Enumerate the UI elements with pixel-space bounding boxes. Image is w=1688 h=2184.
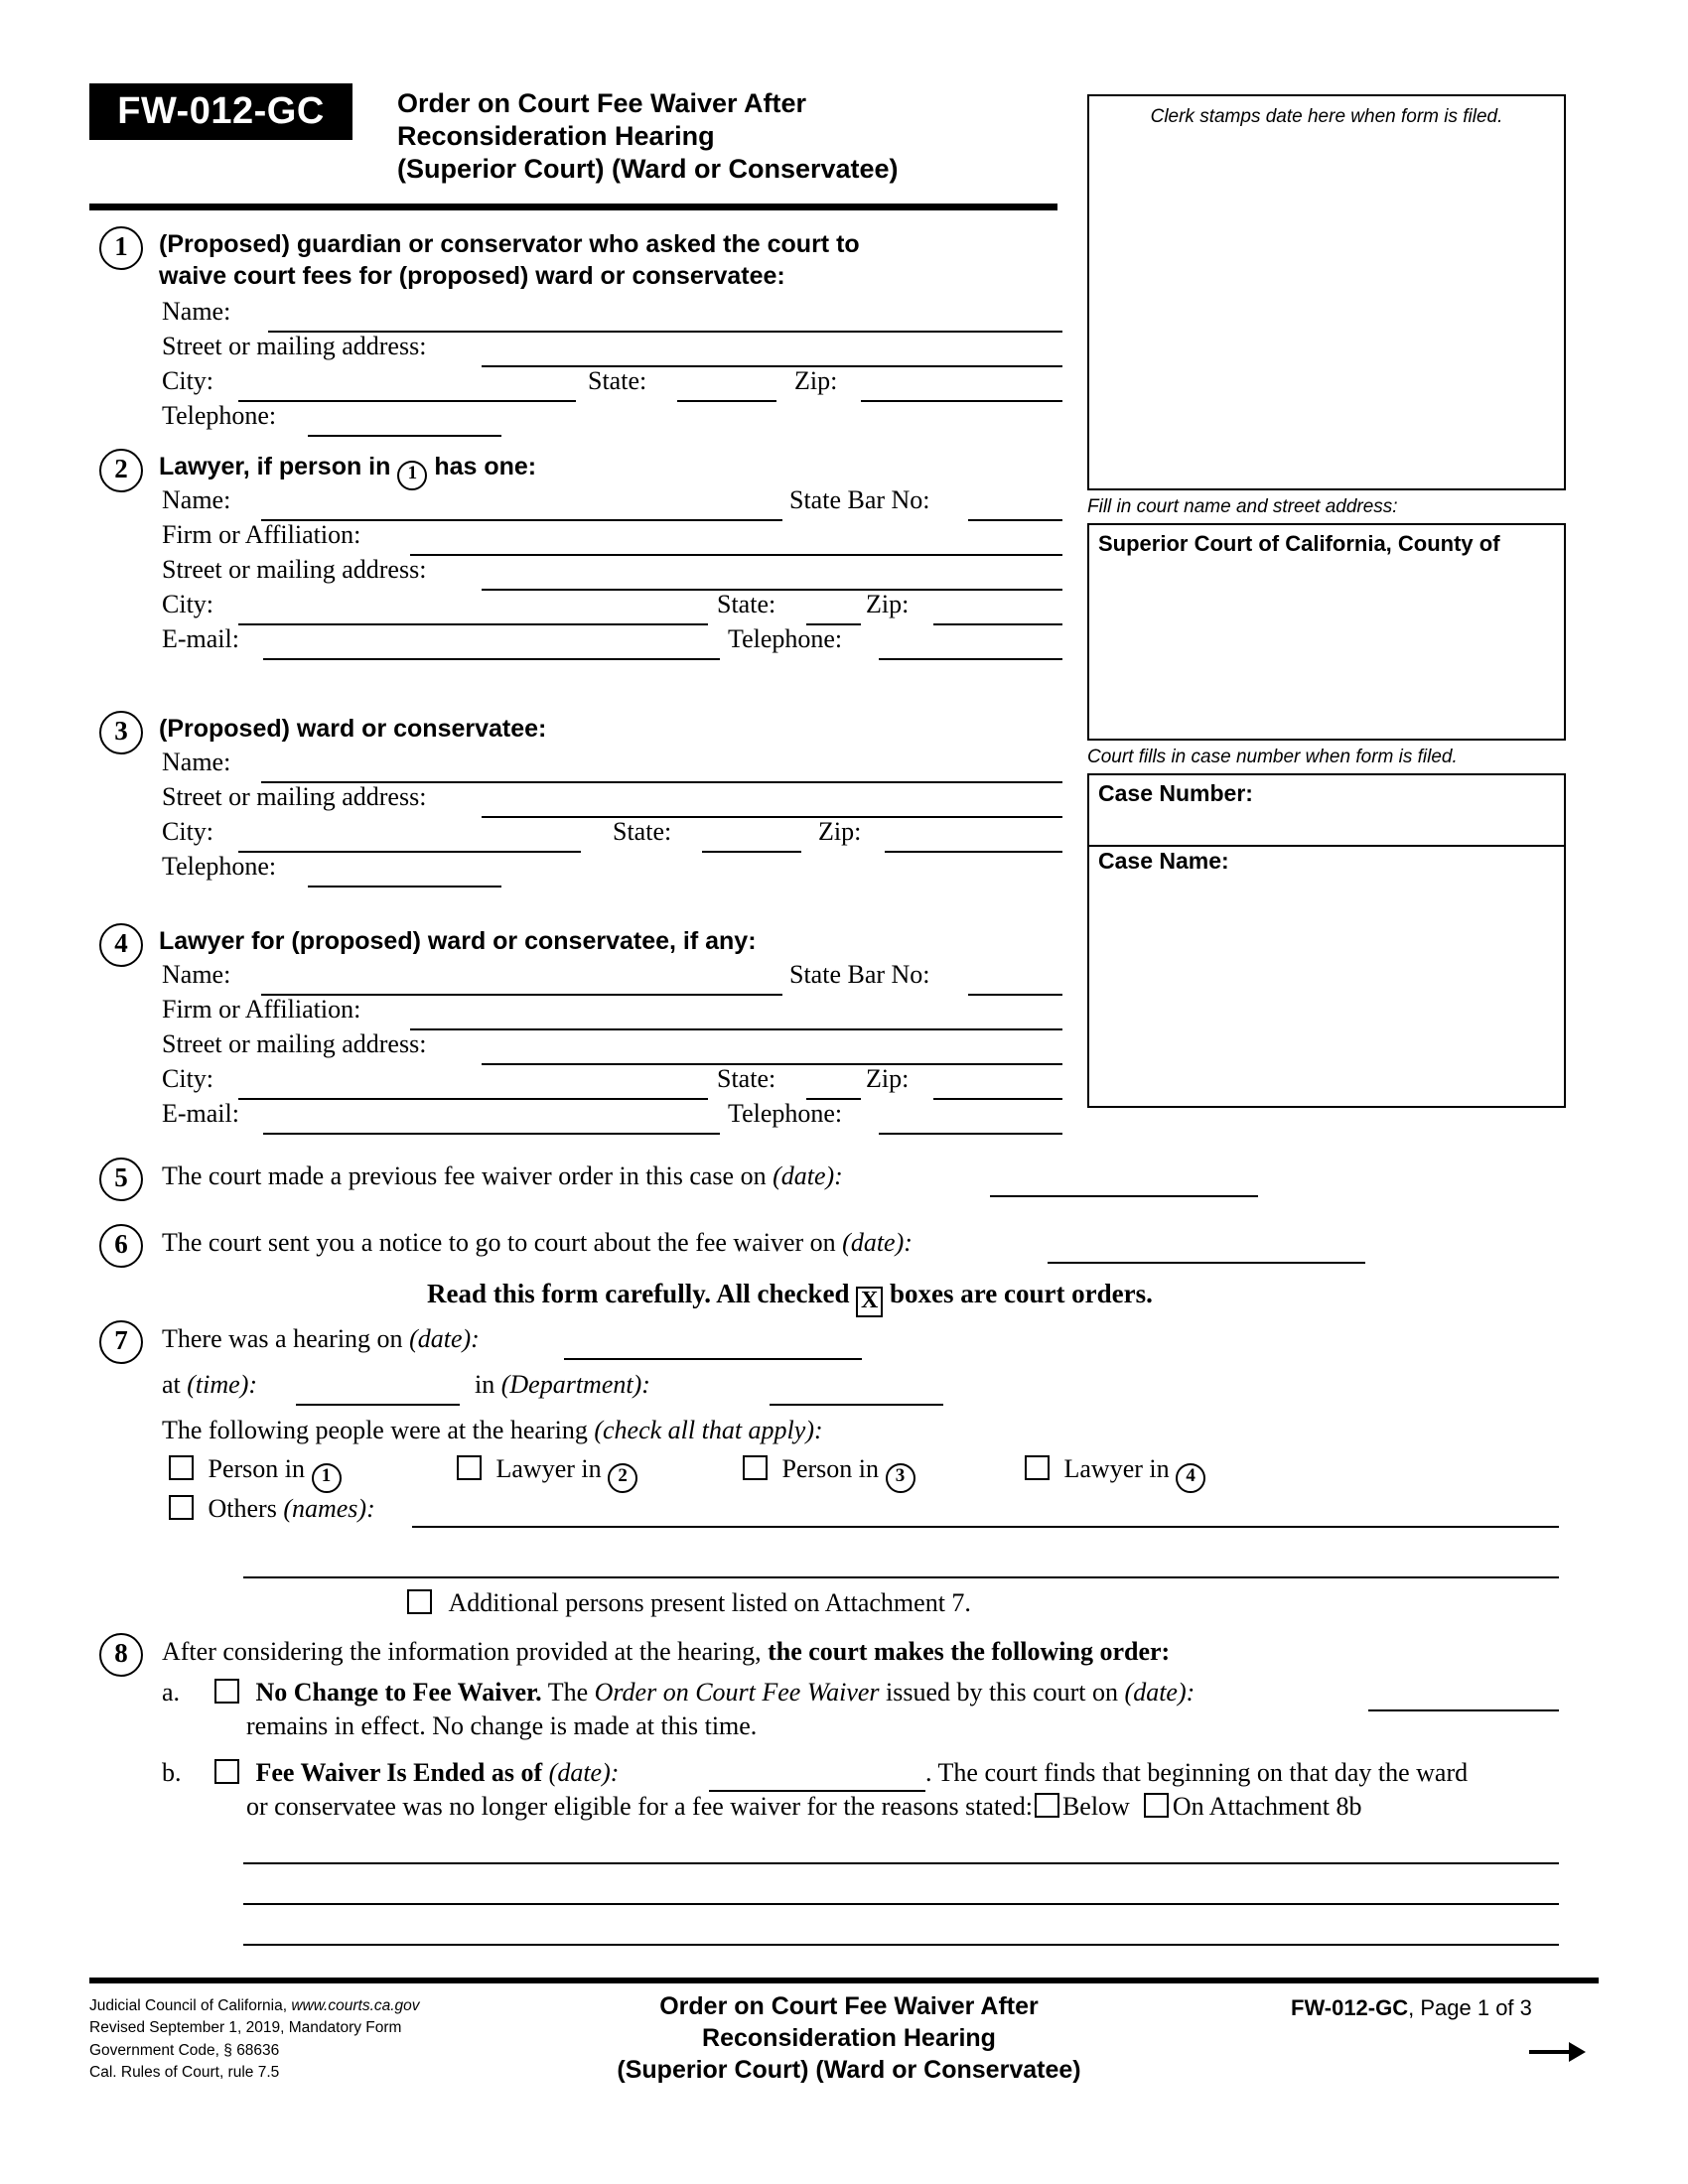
checkbox-others-icon[interactable] <box>169 1495 194 1520</box>
item-number-3: 3 <box>99 711 143 754</box>
item7-checkbox-lawyer-4[interactable] <box>1025 1454 1205 1493</box>
item1-heading-line-2: waive court fees for (proposed) ward or conservatee: <box>159 262 785 290</box>
case-number-label: Case Number: <box>1098 780 1253 806</box>
checkbox-reasons-attachment-icon[interactable] <box>1144 1793 1169 1818</box>
item3-street-input[interactable] <box>482 816 1062 818</box>
checkbox-reasons-below-icon[interactable] <box>1035 1793 1059 1818</box>
item2-email-input[interactable] <box>263 658 720 660</box>
checkbox-lawyer-4-icon[interactable] <box>1025 1455 1050 1480</box>
clerk-stamp-box <box>1087 94 1566 490</box>
item2-zip-label: Zip: <box>866 590 910 618</box>
footer-line-2: Revised September 1, 2019, Mandatory Form <box>89 2019 402 2037</box>
footer-website-url: www.courts.ca.gov <box>291 1997 420 2014</box>
item2-firm-label: Firm or Affiliation: <box>162 520 361 549</box>
item1-city-input[interactable] <box>238 400 576 402</box>
item3-telephone-label: Telephone: <box>162 852 277 881</box>
item4-name-label: Name: <box>162 960 231 989</box>
item8b-line-2 <box>246 1792 1361 1822</box>
item7-ref-circle-3: 3 <box>886 1463 915 1493</box>
item3-name-label: Name: <box>162 748 231 776</box>
footer-title-line-2: Reconsideration Hearing <box>702 2024 996 2052</box>
item8b-bold-label: Fee Waiver Is Ended as of <box>255 1758 543 1787</box>
item3-city-label: City: <box>162 817 214 846</box>
item2-heading-text-b: has one: <box>434 453 537 480</box>
case-name-box[interactable] <box>1087 843 1566 1108</box>
form-title-line-1: Order on Court Fee Waiver After <box>397 88 807 118</box>
item8-lead-text <box>162 1637 1170 1667</box>
item4-city-label: City: <box>162 1064 214 1093</box>
item7-others-input-1[interactable] <box>412 1526 1559 1528</box>
item2-bar-input[interactable] <box>968 519 1062 521</box>
item6-text <box>162 1228 913 1258</box>
footer-title-line-3: (Superior Court) (Ward or Conservatee) <box>617 2056 1081 2084</box>
item7-ref-circle-4: 4 <box>1176 1463 1205 1493</box>
footer-line-3: Government Code, § 68636 <box>89 2041 280 2059</box>
item8a-line-2: remains in effect. No change is made at this time. <box>246 1711 758 1740</box>
item1-telephone-input[interactable] <box>308 435 501 437</box>
item1-street-input[interactable] <box>482 365 1062 367</box>
item7-dept-hint: (Department): <box>500 1370 650 1399</box>
item8-lead-b: the court makes the following order: <box>768 1637 1171 1666</box>
item7-others-hint: (names): <box>283 1494 375 1523</box>
item7-checkbox-others[interactable] <box>169 1494 375 1524</box>
item7-attendees-prompt <box>162 1416 823 1445</box>
item8b-attachment-label: On Attachment 8b <box>1172 1792 1362 1821</box>
item2-telephone-input[interactable] <box>879 658 1062 660</box>
item-number-8: 8 <box>99 1633 143 1677</box>
court-name-label: Superior Court of California, County of <box>1098 531 1500 556</box>
item7-attendees-text: The following people were at the hearing <box>162 1416 588 1444</box>
item7-in-text: in <box>475 1370 495 1399</box>
item1-telephone-label: Telephone: <box>162 401 277 430</box>
item-number-7: 7 <box>99 1320 143 1364</box>
item5-text-main: The court made a previous fee waiver order in this case on <box>162 1161 767 1190</box>
item5-text <box>162 1161 843 1191</box>
item7-time-label <box>162 1370 257 1400</box>
checkbox-fee-waiver-ended-icon[interactable] <box>214 1759 239 1784</box>
item2-email-label: E-mail: <box>162 624 239 653</box>
item4-firm-label: Firm or Affiliation: <box>162 995 361 1024</box>
form-title-line-3: (Superior Court) (Ward or Conservatee) <box>397 153 899 184</box>
item6-date-input[interactable] <box>1048 1262 1365 1264</box>
item2-city-label: City: <box>162 590 214 618</box>
checked-box-x-icon: X <box>856 1287 883 1317</box>
item3-street-label: Street or mailing address: <box>162 782 427 811</box>
item3-zip-label: Zip: <box>818 817 862 846</box>
footer-title-line-1: Order on Court Fee Waiver After <box>659 1992 1039 2020</box>
item-number-6: 6 <box>99 1224 143 1268</box>
item8b-date-hint: (date): <box>548 1758 620 1787</box>
item1-name-label: Name: <box>162 297 231 326</box>
notice-text-before: Read this form carefully. All checked <box>427 1279 850 1308</box>
item3-heading: (Proposed) ward or conservatee: <box>159 715 547 743</box>
item8b-below-label: Below <box>1061 1792 1130 1821</box>
item7-check4-label: Lawyer in <box>1063 1454 1170 1483</box>
item7-attendees-hint: (check all that apply): <box>594 1416 823 1444</box>
item1-street-label: Street or mailing address: <box>162 332 427 360</box>
checkbox-lawyer-2-icon[interactable] <box>457 1455 482 1480</box>
footer-line-1 <box>89 1995 420 2017</box>
item4-zip-label: Zip: <box>866 1064 910 1093</box>
item8b-line2-text: or conservatee was no longer eligible for a fee waiver for the reasons stated: <box>246 1792 1033 1821</box>
item1-heading-line-1: (Proposed) guardian or conservator who asked the court to <box>159 230 860 258</box>
item7-check3-label: Person in <box>781 1454 879 1483</box>
footer-divider-rule <box>89 1978 1599 1983</box>
item7-time-hint: (time): <box>187 1370 258 1399</box>
item7-line1-hint: (date): <box>409 1324 480 1353</box>
item4-state-label: State: <box>717 1064 776 1093</box>
item8a-date-input[interactable] <box>1368 1709 1559 1711</box>
item3-zip-input[interactable] <box>885 851 1062 853</box>
item6-text-main: The court sent you a notice to go to court about the fee waiver on <box>162 1228 836 1257</box>
notice-text-after: boxes are court orders. <box>889 1279 1153 1308</box>
item2-zip-input[interactable] <box>933 623 1062 625</box>
item-number-4: 4 <box>99 923 143 967</box>
item7-checkbox-lawyer-2[interactable] <box>457 1454 637 1493</box>
item2-city-input[interactable] <box>238 623 708 625</box>
item7-checkbox-attachment[interactable] <box>407 1588 971 1618</box>
item8a-text-2: issued by this court on <box>886 1678 1119 1706</box>
clerk-stamp-instruction: Clerk stamps date here when form is filed. <box>1150 106 1503 127</box>
court-box-caption: Fill in court name and street address: <box>1087 496 1398 517</box>
item7-ref-circle-1: 1 <box>312 1463 342 1493</box>
item7-ref-circle-2: 2 <box>608 1463 637 1493</box>
item1-state-input[interactable] <box>677 400 776 402</box>
form-code-badge: FW-012-GC <box>89 83 352 140</box>
item8b-row[interactable] <box>214 1758 619 1788</box>
item2-firm-input[interactable] <box>410 554 1062 556</box>
item5-date-hint: (date): <box>773 1161 843 1190</box>
item8-blank-line-2[interactable] <box>243 1903 1559 1905</box>
arrow-right-icon <box>1529 2037 1587 2072</box>
item4-bar-input[interactable] <box>968 994 1062 996</box>
item3-telephone-input[interactable] <box>308 886 501 887</box>
item4-zip-input[interactable] <box>933 1098 1062 1100</box>
item4-email-label: E-mail: <box>162 1099 239 1128</box>
item3-city-input[interactable] <box>238 851 581 853</box>
item8a-bold-label: No Change to Fee Waiver. <box>255 1678 542 1706</box>
checkbox-attachment-7-icon[interactable] <box>407 1589 432 1614</box>
item8a-date-hint: (date): <box>1124 1678 1196 1706</box>
item5-date-input[interactable] <box>990 1195 1258 1197</box>
form-title <box>397 87 1053 186</box>
item1-state-label: State: <box>588 366 647 395</box>
checkbox-person-3-icon[interactable] <box>743 1455 768 1480</box>
footer-form-title <box>427 1990 1271 2086</box>
footer-legal-citations <box>89 1995 420 2085</box>
checked-box-notice <box>427 1279 1153 1317</box>
item2-street-label: Street or mailing address: <box>162 555 427 584</box>
checkbox-person-1-icon[interactable] <box>169 1455 194 1480</box>
item2-state-label: State: <box>717 590 776 618</box>
footer-page-indicator <box>1291 1995 1532 2021</box>
item3-state-input[interactable] <box>702 851 801 853</box>
item4-telephone-input[interactable] <box>879 1133 1062 1135</box>
item7-line1-text: There was a hearing on <box>162 1324 403 1353</box>
item1-zip-label: Zip: <box>794 366 838 395</box>
item7-check1-label: Person in <box>208 1454 305 1483</box>
item7-attachment-label: Additional persons present listed on Attachment 7. <box>448 1588 971 1617</box>
footer-line-4: Cal. Rules of Court, rule 7.5 <box>89 2064 280 2082</box>
item7-hearing-date-input[interactable] <box>564 1358 862 1360</box>
item2-telephone-label: Telephone: <box>728 624 843 653</box>
item7-others-input-2[interactable] <box>243 1576 1559 1578</box>
item8a-label: a. <box>162 1678 181 1706</box>
item8-blank-line-3[interactable] <box>243 1944 1559 1946</box>
item3-state-label: State: <box>613 817 672 846</box>
item1-zip-input[interactable] <box>861 400 1062 402</box>
item2-name-label: Name: <box>162 485 231 514</box>
item-number-2: 2 <box>99 449 143 492</box>
court-name-box[interactable] <box>1087 523 1566 741</box>
item4-heading: Lawyer for (proposed) ward or conservatee, if any: <box>159 927 757 955</box>
form-title-line-2: Reconsideration Hearing <box>397 120 715 151</box>
item8a-text-1: The <box>547 1678 589 1706</box>
item8b-label: b. <box>162 1758 182 1787</box>
case-name-label: Case Name: <box>1098 848 1229 874</box>
checkbox-no-change-icon[interactable] <box>214 1679 239 1704</box>
footer-page-number: , Page 1 of 3 <box>1408 1995 1532 2020</box>
item1-city-label: City: <box>162 366 214 395</box>
item4-city-input[interactable] <box>238 1098 708 1100</box>
footer-council-text: Judicial Council of California, <box>89 1997 288 2014</box>
item2-heading-text-a: Lawyer, if person in <box>159 453 391 480</box>
item7-dept-label <box>475 1370 650 1400</box>
item4-firm-input[interactable] <box>410 1028 1062 1030</box>
header-divider-rule <box>89 204 1057 210</box>
item2-ref-circle-1: 1 <box>397 461 427 490</box>
item8a-italic-title: Order on Court Fee Waiver <box>594 1678 880 1706</box>
item4-email-input[interactable] <box>263 1133 720 1135</box>
footer-form-code: FW-012-GC <box>1291 1995 1409 2020</box>
item8a-row[interactable] <box>214 1678 1195 1707</box>
item7-hearing-date-line <box>162 1324 480 1354</box>
case-number-box[interactable] <box>1087 773 1566 847</box>
item7-at-text: at <box>162 1370 181 1399</box>
item8-blank-line-1[interactable] <box>243 1862 1559 1864</box>
item7-checkbox-person-3[interactable] <box>743 1454 915 1493</box>
item-number-5: 5 <box>99 1158 143 1201</box>
item8-lead-a: After considering the information provided at the hearing, <box>162 1637 762 1666</box>
item2-bar-label: State Bar No: <box>789 485 930 514</box>
item7-time-input[interactable] <box>296 1404 460 1406</box>
item-number-1: 1 <box>99 226 143 270</box>
item7-check2-label: Lawyer in <box>495 1454 602 1483</box>
case-box-caption: Court fills in case number when form is filed. <box>1087 747 1458 767</box>
item4-street-label: Street or mailing address: <box>162 1029 427 1058</box>
item8b-text-after-date: . The court finds that beginning on that day the ward <box>925 1758 1469 1787</box>
item7-checkbox-person-1[interactable] <box>169 1454 342 1493</box>
item7-others-label: Others <box>208 1494 277 1523</box>
item4-bar-label: State Bar No: <box>789 960 930 989</box>
item4-telephone-label: Telephone: <box>728 1099 843 1128</box>
item7-dept-input[interactable] <box>770 1404 943 1406</box>
item6-date-hint: (date): <box>842 1228 913 1257</box>
